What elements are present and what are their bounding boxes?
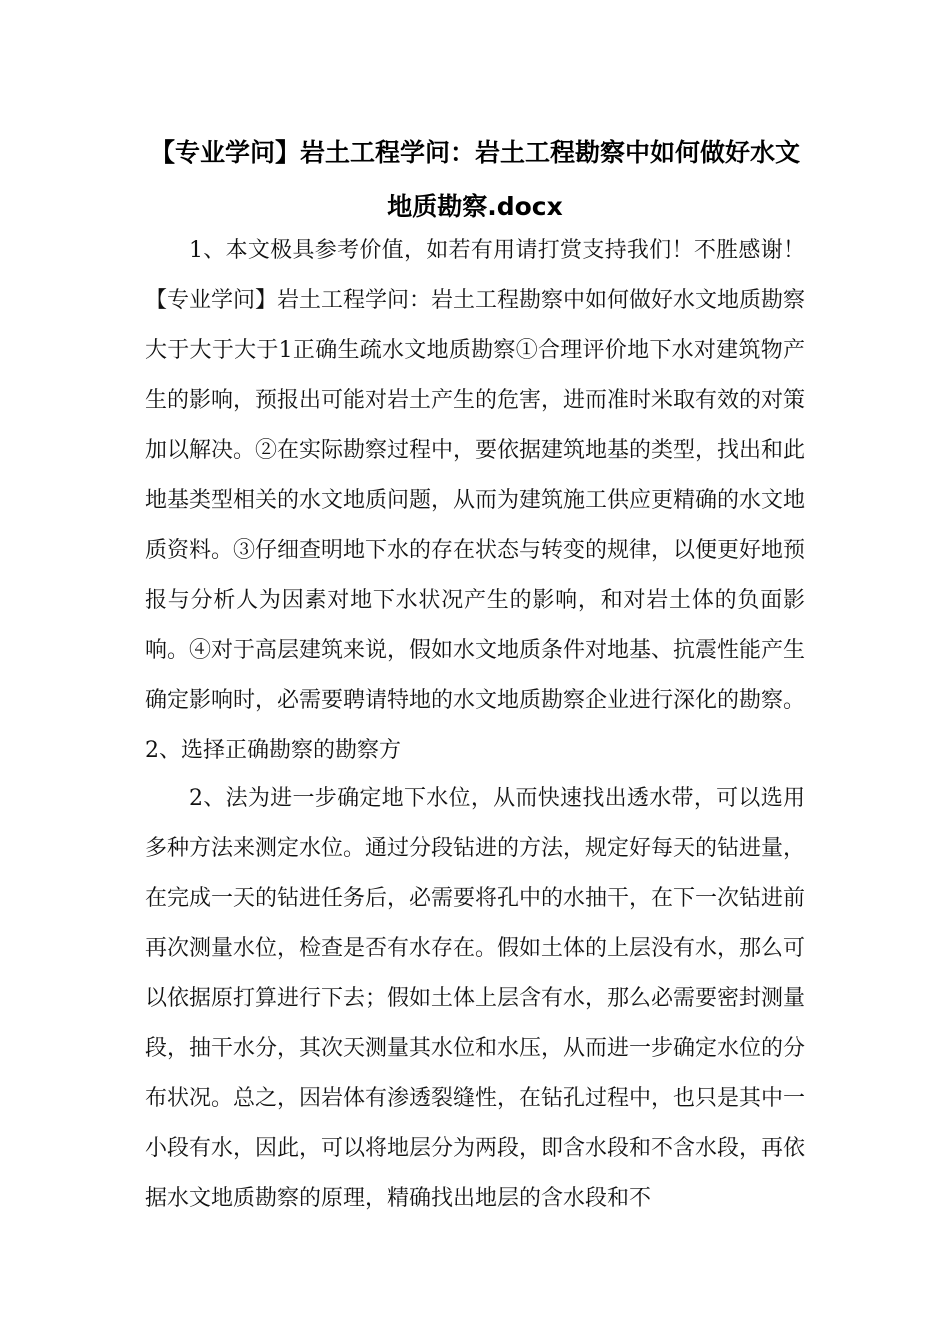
- document-title: 【专业学问】岩土工程学问：岩土工程勘察中如何做好水文地质勘察.docx: [149, 138, 800, 221]
- paragraph-1: 1、本文极具参考价值，如若有用请打赏支持我们！不胜感谢！【专业学问】岩土工程学问：岩土工程勘察中如何做好水文地质勘察大于大于大于1正确生疏水文地质勘察①合理评价地下水对建筑物产生的影响，预报出可能对岩土产生的危害，进而准时米取有效的对策加以解决。②在实际勘察过程中，要依据建筑地基的类型，找出和此地基类型相关的水文地质问题，从而为建筑施工供应更精确的水文地质资料。③仔细查明地下水的存在状态与转变的规律，以便更好地预报与分析人为因素对地下水状况产生的影响，和对岩土体的负面影响。④对于高层建筑来说，假如水文地质条件对地基、抗震性能产生确定影响时，必需要聘请特地的水文地质勘察企业进行深化的勘察。2、选择正确勘察的勘察方: [145, 238, 806, 763]
- paragraph-2: 2、法为进一步确定地下水位，从而快速找出透水带，可以选用多种方法来测定水位。通过分段钻进的方法，规定好每天的钻进量，在完成一天的钻进任务后，必需要将孔中的水抽干，在下一次钻进前再次测量水位，检查是否有水存在。假如土体的上层没有水，那么可以依据原打算进行下去；假如土体上层含有水，那么必需要密封测量段，抽干水分，其次天测量其水位和水压，从而进一步确定水位的分布状况。总之，因岩体有渗透裂缝性，在钻孔过程中，也只是其中一小段有水，因此，可以将地层分为两段，即含水段和不含水段，再依据水文地质勘察的原理，精确找出地层的含水段和不: [145, 786, 806, 1211]
